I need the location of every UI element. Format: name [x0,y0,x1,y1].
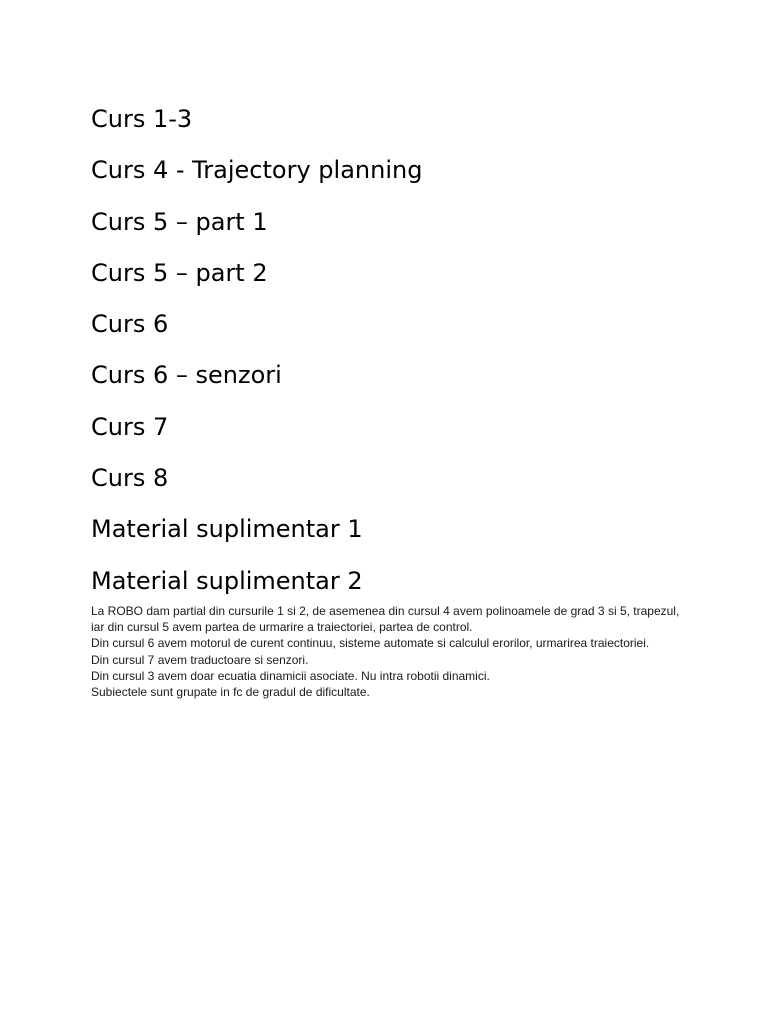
notes-paragraph-curs-3: Din cursul 3 avem doar ecuatia dinamicii asociate. Nu intra robotii dinamici. [91,668,490,683]
course-link-curs-8[interactable]: Curs 8 [91,464,169,493]
course-link-curs-5-part-1[interactable]: Curs 5 – part 1 [91,207,268,236]
notes-paragraph-curs-7: Din cursul 7 avem traductoare si senzori. [91,652,309,667]
notes-paragraph-robo: La ROBO dam partial din cursurile 1 si 2, de asemenea din cursul 4 avem polinoamele de grad 3 si 5, trapezul, iar din cursul 5 avem partea de urmarire a traiectoriei, partea de control. [91,604,680,635]
course-link-curs-5-part-2[interactable]: Curs 5 – part 2 [91,258,268,287]
course-link-curs-4[interactable]: Curs 4 - Trajectory planning [91,156,423,185]
supplementary-material-link-1[interactable]: Material suplimentar 1 [91,515,363,544]
notes-paragraph-difficulty: Subiectele sunt grupate in fc de gradul de dificultate. [91,685,370,700]
course-link-list [91,94,731,607]
course-link-curs-7[interactable]: Curs 7 [91,412,169,441]
course-link-curs-1-3[interactable]: Curs 1-3 [91,105,193,133]
course-link-curs-6[interactable]: Curs 6 [91,310,169,339]
exam-notes [91,603,691,700]
supplementary-material-link-2[interactable]: Material suplimentar 2 [91,566,363,595]
course-link-curs-6-senzori[interactable]: Curs 6 – senzori [91,361,282,390]
notes-paragraph-curs-6: Din cursul 6 avem motorul de curent continuu, sisteme automate si calculul erorilor, urmarirea traiectoriei. [91,636,650,651]
